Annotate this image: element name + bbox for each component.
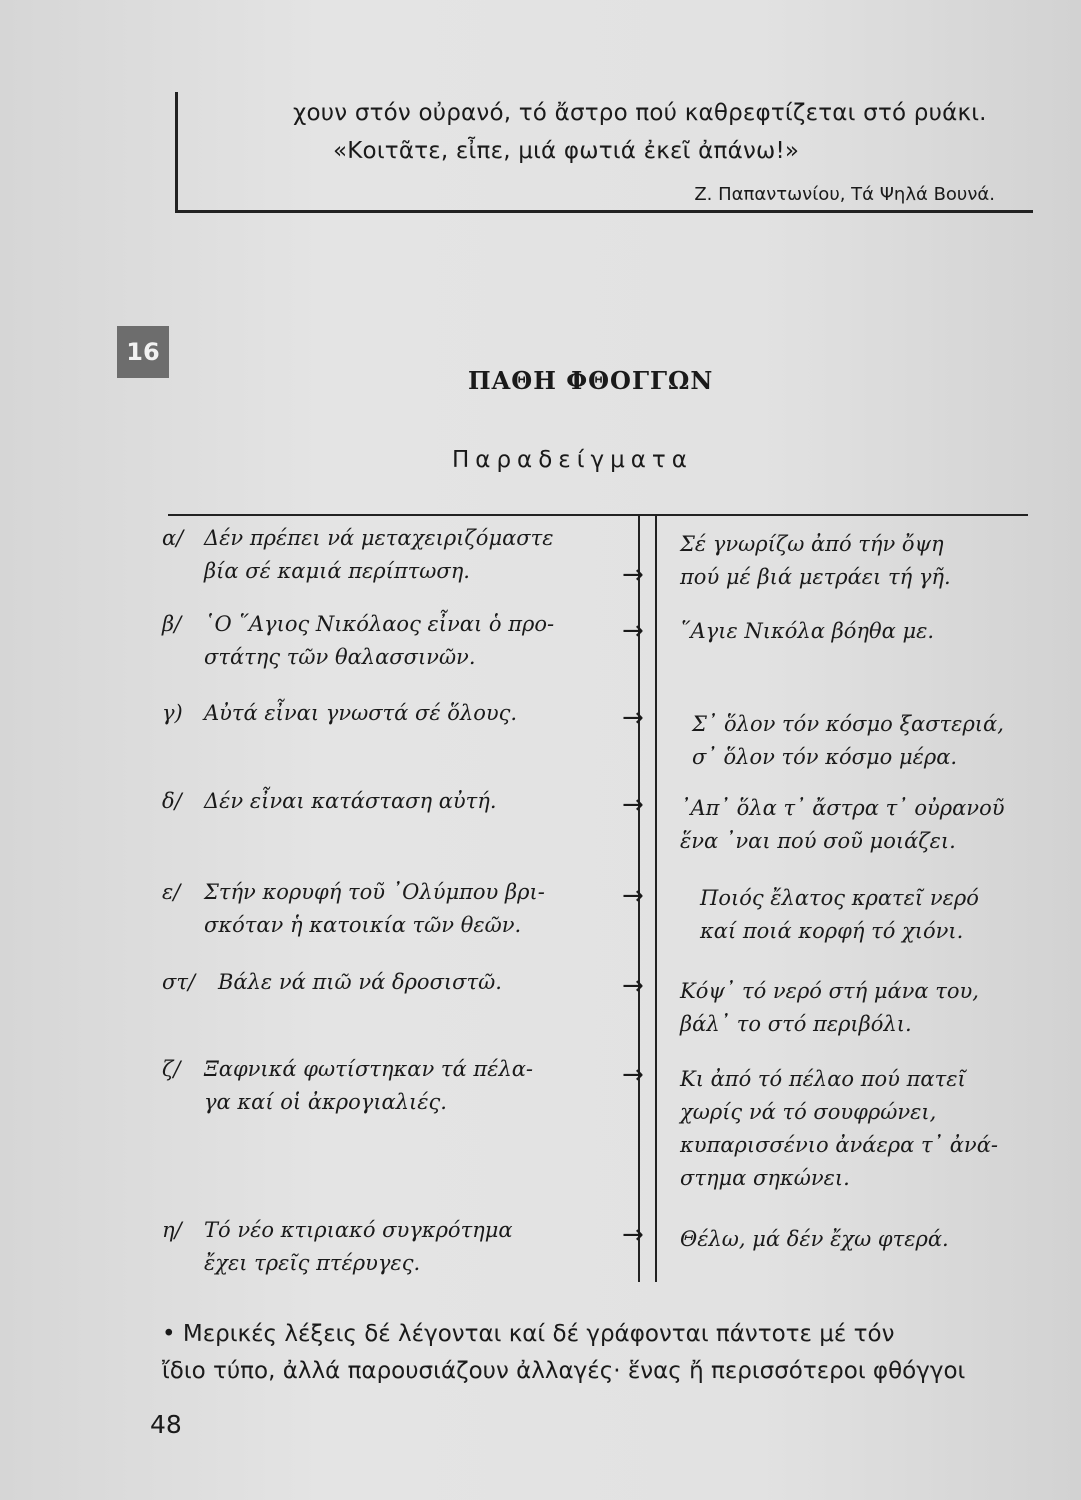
example-text: Σ᾽ ὅλον τόν κόσμο ξαστεριά, bbox=[692, 712, 1004, 736]
arrow-icon: → bbox=[622, 560, 644, 590]
quote-box bbox=[175, 92, 1033, 213]
example-text: πού μέ βιά μετράει τή γῆ. bbox=[680, 565, 951, 589]
example-b-right bbox=[680, 615, 934, 648]
example-text: Δέν εἶναι κατάσταση αὐτή. bbox=[204, 789, 497, 813]
example-c-left bbox=[162, 697, 517, 730]
lesson-number-badge: 16 bbox=[117, 326, 169, 378]
example-text: γα καί οἱ ἀκρογιαλιές. bbox=[204, 1090, 447, 1114]
examples-subtitle: Παραδείγματα bbox=[452, 447, 693, 473]
example-e-right bbox=[700, 882, 979, 948]
divider-line-right bbox=[655, 514, 657, 1282]
quote-line-1: χουν στόν οὐρανό, τό ἄστρο πού καθρεφτίζεται στό ρυάκι. bbox=[293, 100, 987, 126]
example-text: Θέλω, μά δέν ἔχω φτερά. bbox=[680, 1227, 949, 1251]
example-h-left bbox=[162, 1214, 513, 1280]
example-label: α/ bbox=[162, 526, 184, 550]
section-title: ΠΑΘΗ ΦΘΟΓΓΩΝ bbox=[468, 366, 714, 395]
example-label: γ) bbox=[162, 701, 183, 725]
example-text: Κι ἀπό τό πέλαο πού πατεῖ bbox=[680, 1067, 966, 1091]
example-text: βάλ᾽ το στό περιβόλι. bbox=[680, 1012, 912, 1036]
example-label: β/ bbox=[162, 612, 182, 636]
example-text: Αὐτά εἶναι γνωστά σέ ὅλους. bbox=[204, 701, 518, 725]
example-label: στ/ bbox=[162, 970, 196, 994]
body-paragraph-line-1: • Μερικές λέξεις δέ λέγονται καί δέ γράφονται πάντοτε μέ τόν bbox=[162, 1321, 895, 1347]
example-text: χωρίς νά τό σουφρώνει, bbox=[680, 1100, 937, 1124]
quote-line-2: «Κοιτᾶτε, εἶπε, μιά φωτιά ἐκεῖ ἀπάνω!» bbox=[333, 138, 800, 164]
example-g-right bbox=[680, 1063, 998, 1195]
example-a-left bbox=[162, 522, 554, 588]
example-text: Τό νέο κτιριακό συγκρότημα bbox=[204, 1218, 513, 1242]
example-f-left bbox=[162, 966, 502, 999]
example-d-left bbox=[162, 785, 497, 818]
arrow-icon: → bbox=[622, 971, 644, 1001]
example-text: στημα σηκώνει. bbox=[680, 1166, 850, 1190]
example-label: ζ/ bbox=[162, 1057, 181, 1081]
example-text: Ποιός ἔλατος κρατεῖ νερό bbox=[700, 886, 979, 910]
example-text: ἔχει τρεῖς πτέρυγες. bbox=[204, 1251, 421, 1275]
example-a-right bbox=[680, 528, 951, 594]
example-e-left bbox=[162, 876, 545, 942]
arrow-icon: → bbox=[622, 1220, 644, 1250]
example-text: ἕνα ᾽ναι πού σοῦ μοιάζει. bbox=[680, 829, 956, 853]
example-b-left bbox=[162, 608, 554, 674]
example-text: κυπαρισσένιο ἀνάερα τ᾽ ἀνά- bbox=[680, 1133, 998, 1157]
example-text: Κόψ᾽ τό νερό στή μάνα του, bbox=[680, 979, 979, 1003]
example-text: ῞Αγιε Νικόλα βόηθα με. bbox=[680, 619, 935, 643]
arrow-icon: → bbox=[622, 881, 644, 911]
page-number: 48 bbox=[150, 1410, 182, 1439]
example-text: σ᾽ ὅλον τόν κόσμο μέρα. bbox=[692, 745, 958, 769]
example-label: ε/ bbox=[162, 880, 181, 904]
example-text: στάτης τῶν θαλασσινῶν. bbox=[204, 645, 476, 669]
example-text: καί ποιά κορφή τό χιόνι. bbox=[700, 919, 964, 943]
body-paragraph-line-2: ἴδιο τύπο, ἀλλά παρουσιάζουν ἀλλαγές· ἕνας ἤ περισσότεροι φθόγγοι bbox=[162, 1358, 966, 1384]
example-label: δ/ bbox=[162, 789, 182, 813]
example-text: Σέ γνωρίζω ἀπό τήν ὄψη bbox=[680, 532, 944, 556]
example-text: ῾Ο ῞Αγιος Νικόλαος εἶναι ὁ προ- bbox=[204, 612, 555, 636]
example-g-left bbox=[162, 1053, 533, 1119]
example-label: η/ bbox=[162, 1218, 182, 1242]
example-text: Δέν πρέπει νά μεταχειριζόμαστε bbox=[204, 526, 554, 550]
arrow-icon: → bbox=[622, 790, 644, 820]
quote-source: Ζ. Παπαντωνίου, Τά Ψηλά Βουνά. bbox=[694, 184, 995, 205]
arrow-icon: → bbox=[622, 703, 644, 733]
arrow-icon: → bbox=[622, 616, 644, 646]
example-text: βία σέ καμιά περίπτωση. bbox=[204, 559, 470, 583]
example-h-right bbox=[680, 1223, 949, 1256]
example-text: Στήν κορυφή τοῦ ᾽Ολύμπου βρι- bbox=[204, 880, 545, 904]
example-text: σκόταν ἡ κατοικία τῶν θεῶν. bbox=[204, 913, 522, 937]
example-f-right bbox=[680, 975, 979, 1041]
example-text: Ξαφνικά φωτίστηκαν τά πέλα- bbox=[204, 1057, 534, 1081]
example-text: Βάλε νά πιῶ νά δροσιστῶ. bbox=[218, 970, 502, 994]
example-d-right bbox=[680, 792, 1005, 858]
arrow-icon: → bbox=[622, 1060, 644, 1090]
example-c-right bbox=[692, 708, 1004, 774]
table-top-rule bbox=[168, 514, 1028, 516]
example-text: ᾽Απ᾽ ὅλα τ᾽ ἄστρα τ᾽ οὐρανοῦ bbox=[680, 796, 1005, 820]
